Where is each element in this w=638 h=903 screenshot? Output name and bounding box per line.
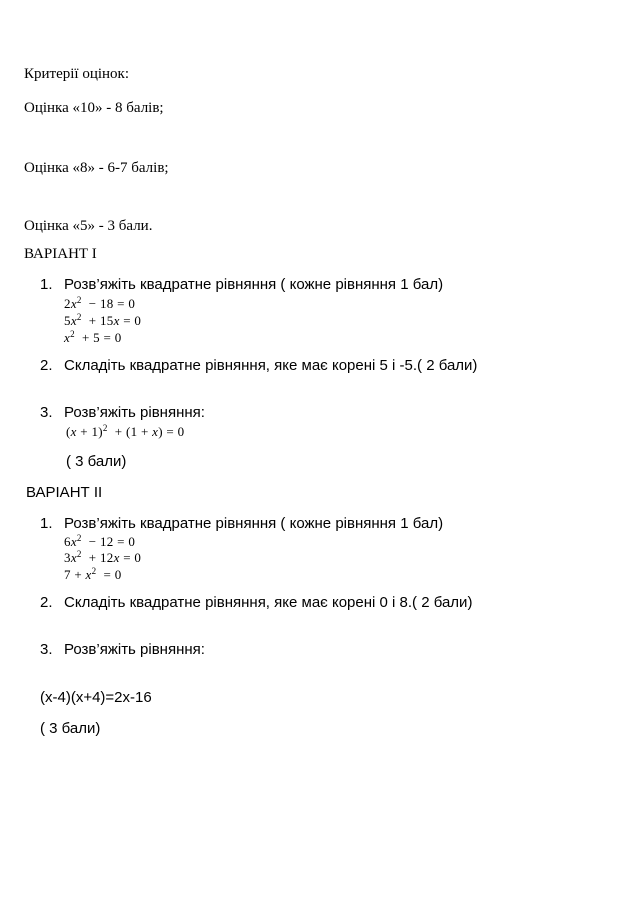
v1-equation-2: $5x^2 + 15x = 0$ — [64, 312, 142, 328]
v2-task-3-number: 3. — [40, 641, 53, 658]
v1-task-2-number: 2. — [40, 357, 53, 374]
v1-equation-3: $x^2 + 5 = 0$ — [64, 329, 122, 345]
v2-task-1 — [40, 515, 443, 533]
v1-task-3-text: Розв’яжіть рівняння: — [64, 404, 205, 421]
v1-task-1 — [40, 276, 443, 294]
v2-task-3-points: ( 3 бали) — [40, 720, 101, 737]
v2-equation-3: $7 + x^2 = 0$ — [64, 566, 122, 582]
v2-task-2 — [40, 594, 472, 612]
v2-task-1-number: 1. — [40, 515, 53, 532]
v1-task-1-text: Розв’яжіть квадратне рівняння ( кожне рівняння 1 бал) — [64, 276, 444, 293]
v2-task-3-equation: (x-4)(x+4)=2x-16 — [40, 689, 152, 706]
v1-task-3 — [40, 404, 205, 422]
v1-task-2 — [40, 357, 477, 375]
criteria-title: Критерії оцінок: — [24, 66, 130, 82]
v1-task-3-points: ( 3 бали) — [66, 453, 127, 470]
variant-1-title: ВАРІАНТ І — [24, 246, 97, 262]
v2-task-2-number: 2. — [40, 594, 53, 611]
v1-task-3-equation: $(x + 1)^2 + (1 + x) = 0$ — [66, 423, 185, 439]
variant-2-title: ВАРІАНТ ІІ — [26, 484, 103, 501]
v2-task-3-text: Розв’яжіть рівняння: — [64, 641, 205, 658]
v1-task-2-text: Складіть квадратне рівняння, яке має корені 5 і -5.( 2 бали) — [64, 357, 478, 374]
v2-equation-1: $6x^2 - 12 = 0$ — [64, 533, 136, 549]
v2-task-1-text: Розв’яжіть квадратне рівняння ( кожне рівняння 1 бал) — [64, 515, 444, 532]
grade-5-line: Оцінка «5» - 3 бали. — [24, 218, 153, 234]
grade-10-line: Оцінка «10» - 8 балів; — [24, 100, 164, 116]
v1-task-1-number: 1. — [40, 276, 53, 293]
v1-task-3-number: 3. — [40, 404, 53, 421]
v2-task-2-text: Складіть квадратне рівняння, яке має корені 0 і 8.( 2 бали) — [64, 594, 473, 611]
v1-equation-1: $2x^2 - 18 = 0$ — [64, 295, 136, 311]
v2-equation-2: $3x^2 + 12x = 0$ — [64, 549, 142, 565]
grade-8-line: Оцінка «8» - 6-7 балів; — [24, 160, 169, 176]
v2-task-3 — [40, 641, 205, 659]
